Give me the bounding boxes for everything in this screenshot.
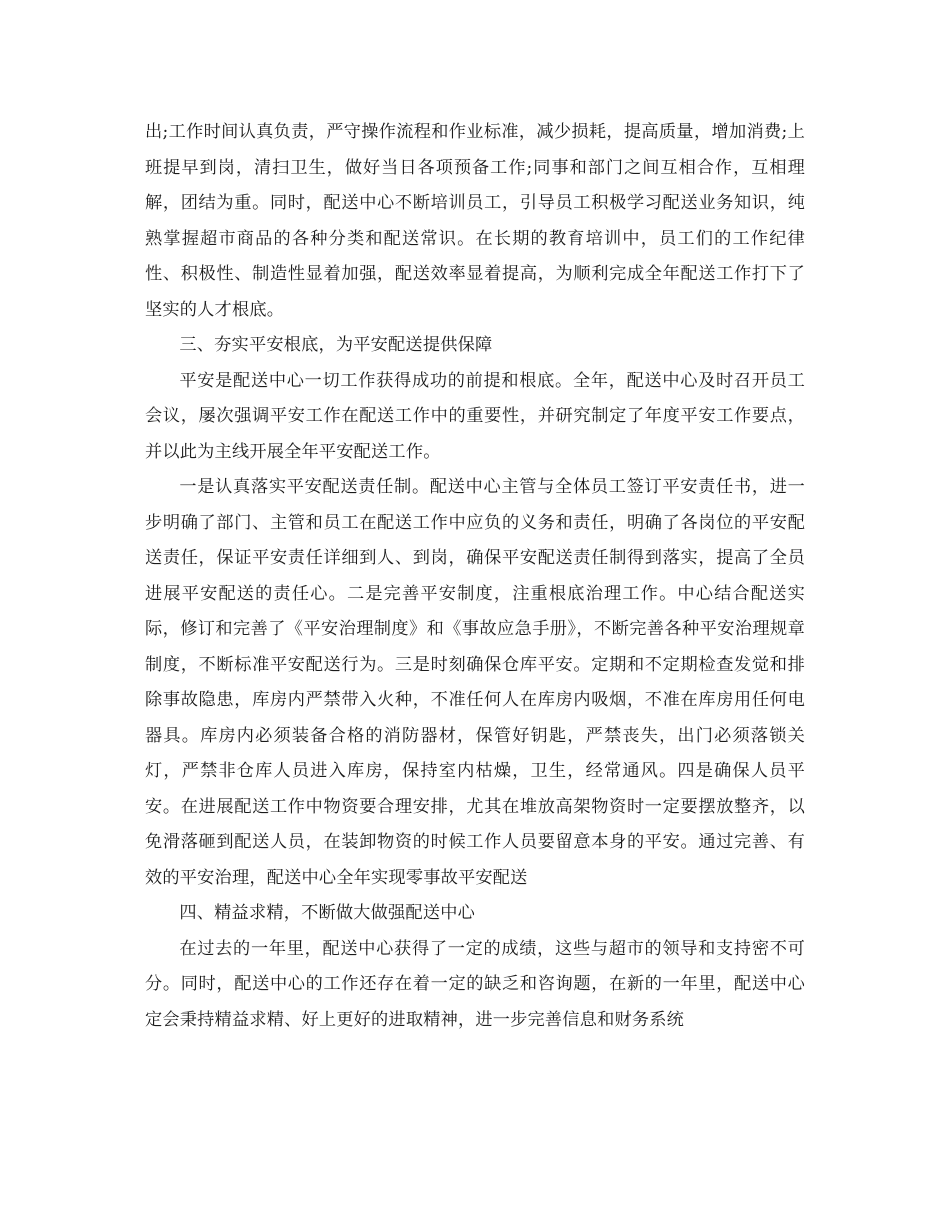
paragraph-safety-measures: 一是认真落实平安配送责任制。配送中心主管与全体员工签订平安责任书，进一步明确了部门、主管和员工在配送工作中应负的义务和责任，明确了各岗位的平安配送责任，保证平安责任详细到人、到岗，确保平安配送责任制得到落实，提高了全员进展平安配送的责任心。二是完善平安制度，注重根底治理工作。中心结合配送实际，修订和完善了《平安治理制度》和《事故应急手册》，不断完善各种平安治理规章制度，不断标准平安配送行为。三是时刻确保仓库平安。定期和不定期检查发觉和排除事故隐患，库房内严禁带入火种，不准任何人在库房内吸烟，不准在库房用任何电器具。库房内必须装备合格的消防器材，保管好钥匙，严禁丧失，出门必须落锁关灯，严禁非仓库人员进入库房，保持室内枯燥，卫生，经常通风。四是确保人员平安。在进展配送工作中物资要合理安排，尤其在堆放高架物资时一定要摆放整齐，以免滑落砸到配送人员，在装卸物资的时候工作人员要留意本身的平安。通过完善、有效的平安治理，配送中心全年实现零事故平安配送 (145, 477, 805, 888)
paragraph-safety-intro: 平安是配送中心一切工作获得成功的前提和根底。全年，配送中心及时召开员工会议，屡次强调平安工作在配送工作中的重要性，并研究制定了年度平安工作要点，并以此为主线开展全年平安配送工作。 (145, 370, 805, 462)
section-heading-3: 三、夯实平安根底，为平安配送提供保障 (179, 335, 493, 355)
section-heading-4: 四、精益求精，不断做大做强配送中心 (179, 903, 475, 923)
paragraph-outlook: 在过去的一年里，配送中心获得了一定的成绩，这些与超市的领导和支持密不可分。同时，配送中心的工作还存在着一定的缺乏和咨询题，在新的一年里，配送中心定会秉持精益求精、好上更好的进取精神，进一步完善信息和财务系统 (145, 938, 805, 1030)
document-body (145, 115, 805, 1038)
paragraph-continuation: 出;工作时间认真负责，严守操作流程和作业标准，减少损耗，提高质量，增加消费;上班提早到岗，清扫卫生，做好当日各项预备工作;同事和部门之间互相合作，互相理解，团结为重。同时，配送中心不断培训员工，引导员工积极学习配送业务知识，纯熟掌握超市商品的各种分类和配送常识。在长期的教育培训中，员工们的工作纪律性、积极性、制造性显着加强，配送效率显着提高，为顺利完成全年配送工作打下了坚实的人才根底。 (145, 122, 805, 320)
